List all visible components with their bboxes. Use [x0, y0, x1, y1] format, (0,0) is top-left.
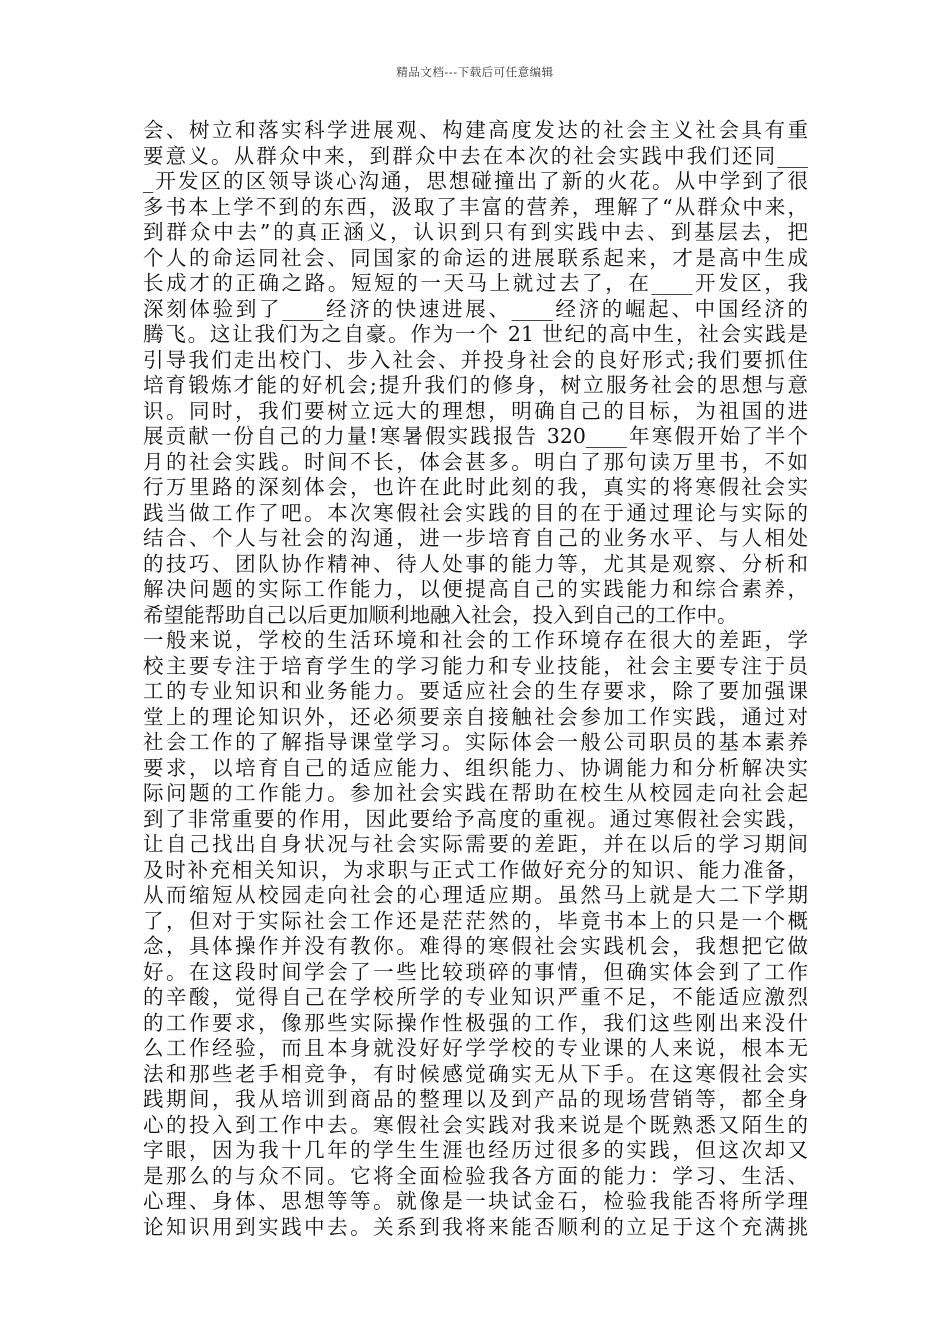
text-line: 月的社会实践。时间不长，体会甚多。明白了那句读万里书，不如	[143, 449, 808, 474]
text-line: 的技巧、团队协作精神、待人处事的能力等，尤其是观察、分析和	[143, 551, 808, 576]
text-line: 识。同时，我们要树立远大的理想，明确自己的目标，为祖国的进	[143, 398, 808, 423]
text-line: 么工作经验，而且本身就没好好学学校的专业课的人来说，根本无	[143, 1036, 808, 1060]
text-line: 是那么的与众不同。它将全面检验我各方面的能力：学习、生活、	[143, 1163, 808, 1188]
text-line: 心理、身体、思想等等。就像是一块试金石，检验我能否将所学理	[143, 1189, 808, 1213]
text-line: 好。在这段时间学会了一些比较琐碎的事情，但确实体会到了工作	[143, 959, 808, 984]
body-text	[143, 118, 808, 1240]
text-line: 到了非常重要的作用，因此要给予高度的重视。通过寒假社会实践，	[143, 806, 808, 831]
text-line: 行万里路的深刻体会，也许在此时此刻的我，真实的将寒假社会实	[143, 475, 808, 499]
text-line: 会、树立和落实科学进展观、构建高度发达的社会主义社会具有重	[143, 118, 808, 142]
text-line: 结合、个人与社会的沟通，进一步培育自己的业务水平、与人相处	[143, 526, 808, 550]
text-line: 要意义。从群众中来，到群众中去在本次的社会实践中我们还同___	[143, 143, 808, 168]
text-line: 的工作要求，像那些实际操作性极强的工作，我们这些刚出来没什	[143, 1010, 808, 1035]
text-line: 展贡献一份自己的力量!寒暑假实践报告 320____年寒假开始了半个	[143, 424, 808, 448]
text-line: 社会工作的了解指导课堂学习。实际体会一般公司职员的基本素养	[143, 730, 808, 754]
text-line: 深刻体验到了____经济的快速进展、____经济的崛起、中国经济的	[143, 296, 808, 321]
text-line: 的辛酸，觉得自己在学校所学的专业知识严重不足，不能适应激烈	[143, 985, 808, 1009]
text-line: 到群众中去”的真正涵义，认识到只有到实践中去、到基层去，把	[143, 220, 808, 244]
text-line: 培育锻炼才能的好机会;提升我们的修身，树立服务社会的思想与意	[143, 373, 808, 397]
text-line: 从而缩短从校园走向社会的心理适应期。虽然马上就是大二下学期	[143, 883, 808, 907]
text-line: 校主要专注于培育学生的学习能力和专业技能，社会主要专注于员	[143, 653, 808, 678]
text-line: 要求，以培育自己的适应能力、组织能力、协调能力和分析解决实	[143, 755, 808, 780]
text-line: 心的投入到工作中去。寒假社会实践对我来说是个既熟悉又陌生的	[143, 1112, 808, 1137]
text-line: 论知识用到实践中去。关系到我将来能否顺利的立足于这个充满挑	[143, 1214, 808, 1239]
text-line: 腾飞。这让我们为之自豪。作为一个 21 世纪的高中生，社会实践是	[143, 322, 808, 346]
text-line: 念，具体操作并没有教你。难得的寒假社会实践机会，我想把它做	[143, 934, 808, 958]
text-line: 一般来说，学校的生活环境和社会的工作环境存在很大的差距，学	[143, 628, 808, 652]
text-line: 多书本上学不到的东西，汲取了丰富的营养，理解了“从群众中来，	[143, 194, 808, 219]
text-line: 践当做工作了吧。本次寒假社会实践的目的在于通过理论与实际的	[143, 500, 808, 525]
page-header: 精品文档---下载后可任意编辑	[396, 65, 554, 79]
text-line: 际问题的工作能力。参加社会实践在帮助在校生从校园走向社会起	[143, 781, 808, 805]
text-line: 工的专业知识和业务能力。要适应社会的生存要求，除了要加强课	[143, 679, 808, 703]
text-line: 堂上的理论知识外，还必须要亲自接触社会参加工作实践，通过对	[143, 704, 808, 729]
text-line: 让自己找出自身状况与社会实际需要的差距，并在以后的学习期间	[143, 832, 808, 856]
text-line: 希望能帮助自己以后更加顺利地融入社会，投入到自己的工作中。	[143, 602, 738, 627]
text-line: 法和那些老手相竞争，有时候感觉确实无从下手。在这寒假社会实	[143, 1061, 808, 1086]
text-line: 个人的命运同社会、同国家的命运的进展联系起来，才是高中生成	[143, 245, 808, 270]
text-line: 长成才的正确之路。短短的一天马上就过去了，在____开发区，我	[143, 271, 808, 295]
text-line: 字眼，因为我十几年的学生生涯也经历过很多的实践，但这次却又	[143, 1138, 808, 1162]
text-line: 及时补充相关知识，为求职与正式工作做好充分的知识、能力准备，	[143, 857, 808, 882]
text-line: _开发区的区领导谈心沟通，思想碰撞出了新的火花。从中学到了很	[143, 169, 808, 193]
text-line: 了，但对于实际社会工作还是茫茫然的，毕竟书本上的只是一个概	[143, 908, 808, 933]
text-line: 解决问题的实际工作能力，以便提高自己的实践能力和综合素养，	[143, 577, 808, 601]
text-line: 践期间，我从培训到商品的整理以及到产品的现场营销等，都全身	[143, 1087, 808, 1111]
text-line: 引导我们走出校门、步入社会、并投身社会的良好形式;我们要抓住	[143, 347, 808, 372]
